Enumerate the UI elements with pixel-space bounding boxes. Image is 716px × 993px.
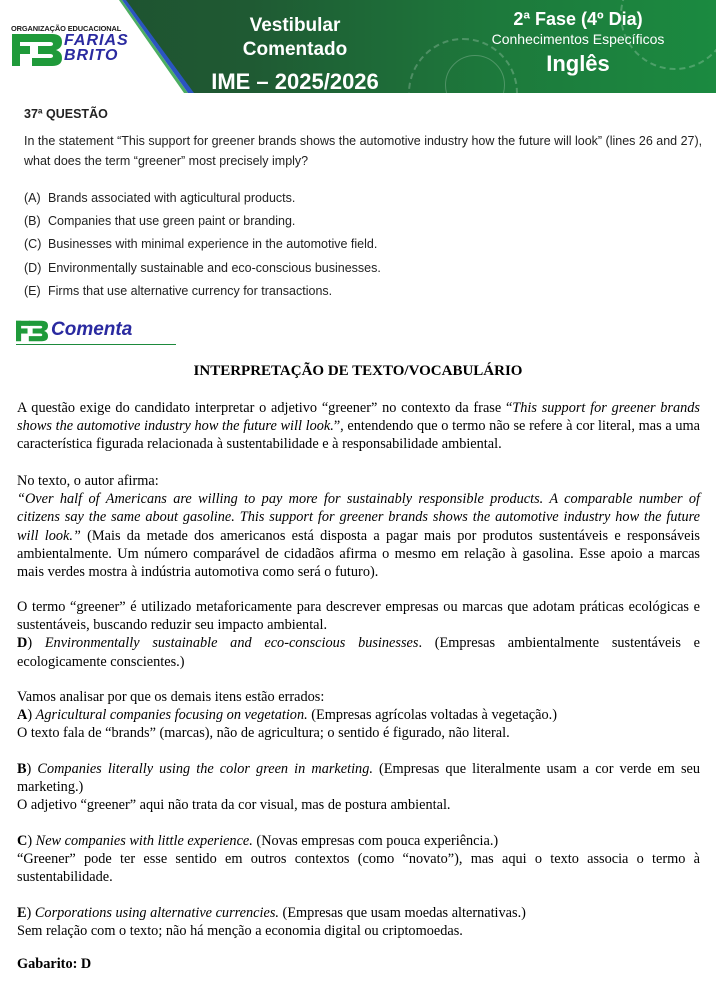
option-e	[24, 280, 704, 303]
header-right	[478, 8, 678, 78]
header-exam: IME – 2025/2026	[211, 69, 379, 94]
option-a	[24, 187, 704, 210]
commentary-paragraph-option-c: C) New companies with little experience. (Novas empresas com pouca experiência.) “Greener” pode ter esse sentido em outros contextos (como “novato”), mas aqui o texto associa o termo à sustentabilidade.	[17, 833, 700, 886]
option-d	[24, 257, 704, 280]
option-c	[24, 233, 704, 256]
option-text: Firms that use alternative currency for transactions.	[48, 283, 333, 298]
quote-translation: (Mais da metade dos americanos está disposta a pagar mais por produtos sustentáveis e responsáveis ambientalmente. Um número comparável de cidadãos afirma o mesmo em relação à gasolina. Esse apoio a marcas mais verdes mostra à indústria automotiva como será o futuro).	[17, 527, 700, 581]
option-letter: (E)	[24, 283, 41, 298]
header-title: Vestibular Comentado	[242, 15, 348, 60]
commentary-paragraph-intro: A questão exige do candidato interpretar o adjetivo “greener” no contexto da frase “This support for greener brands shows the automotive industry how the future will look.”, entendendo que o termo não se refere à cor literal, mas a uma característica figurada relacionada à sustentabilidade e à responsabilidade ambiental.	[17, 400, 700, 453]
logo-word-brito: BRITO	[64, 47, 119, 64]
option-text: Environmentally sustainable and eco-conscious businesses.	[48, 260, 381, 275]
logo-word-farias: FARIAS	[64, 32, 129, 49]
option-text: Companies that use green paint or branding.	[48, 214, 296, 229]
answer-key: Gabarito: D	[17, 956, 92, 972]
fb-logo-mark-icon	[12, 34, 62, 66]
fb-comenta-logo	[16, 318, 176, 346]
option-text: Businesses with minimal experience in the automotive field.	[48, 237, 378, 252]
question-stem: In the statement “This support for greener brands shows the automotive industry how the future will look” (lines 26 and 27), what does the term “greener” most precisely imply?	[24, 134, 703, 168]
header-subject: Inglês	[546, 51, 610, 76]
option-b	[24, 210, 704, 233]
option-text: Brands associated with agticultural products.	[48, 191, 296, 205]
logo-org-label: ORGANIZAÇÃO EDUCACIONAL	[11, 24, 122, 33]
option-letter: (B)	[24, 214, 41, 229]
option-letter: (C)	[24, 237, 42, 252]
logo-wordmark	[64, 33, 129, 63]
commentary-paragraph-option-b: B) Companies literally using the color green in marketing. (Empresas que literalmente usam a cor verde em seu marketing.) O adjetivo “greener” aqui não trata da cor visual, mas de postura ambiental.	[17, 761, 701, 814]
question-block	[24, 106, 704, 303]
comenta-underline	[16, 344, 176, 345]
quoted-excerpt: “Over half of Americans are willing to pay more for sustainably responsible products. A comparable number of citizens say the same about gasoline. This support for greener brands shows the automotive industry how the future will look.”	[17, 491, 700, 544]
comenta-label: Comenta	[51, 319, 133, 340]
option-letter: (A)	[24, 191, 41, 205]
question-options	[24, 187, 704, 303]
header-area: Conhecimentos Específicos	[491, 31, 665, 47]
commentary-paragraph-quote: No texto, o autor afirma: “Over half of Americans are willing to pay more for sustainably responsible products. A comparable number of citizens say the same about gasoline. This support for greener brands shows the automotive industry how the future will look.” (Mais da metade dos americanos está disposta a pagar mais por produtos sustentáveis e responsáveis ambientalmente. Um número comparável de cidadãos afirma o mesmo em relação à gasolina. Esse apoio a marcas mais verdes mostra à indústria automotiva como será o futuro).	[17, 473, 700, 581]
commentary-paragraph-correct: O termo “greener” é utilizado metaforicamente para descrever empresas ou marcas que adotam práticas ecológicas e sustentáveis, buscando reduzir seu impacto ambiental. D) Environmentally sustainable and eco-conscious businesses. (Empresas ambientalmente sustentáveis e ecologicamente conscientes.)	[17, 599, 701, 670]
page-header	[0, 0, 716, 93]
commentary-paragraph-option-a: Vamos analisar por que os demais itens estão errados: A) Agricultural companies focusing on vegetation. (Empresas agrícolas voltadas à vegetação.) O texto fala de “brands” (marcas), não de agricultura; o sentido é figurado, não literal.	[17, 689, 557, 742]
fb-logo-mark-icon	[16, 320, 48, 342]
commentary-paragraph-option-e: E) Corporations using alternative currencies. (Empresas que usam moedas alternativas.) Sem relação com o texto; não há menção a economia digital ou criptomoedas.	[17, 905, 526, 940]
section-title: INTERPRETAÇÃO DE TEXTO/VOCABULÁRIO	[193, 363, 523, 379]
header-center	[200, 14, 390, 96]
header-phase: 2ª Fase (4º Dia)	[513, 9, 643, 29]
question-number: 37ª QUESTÃO	[24, 107, 108, 121]
farias-brito-logo	[11, 24, 131, 68]
option-letter: (D)	[24, 260, 42, 275]
